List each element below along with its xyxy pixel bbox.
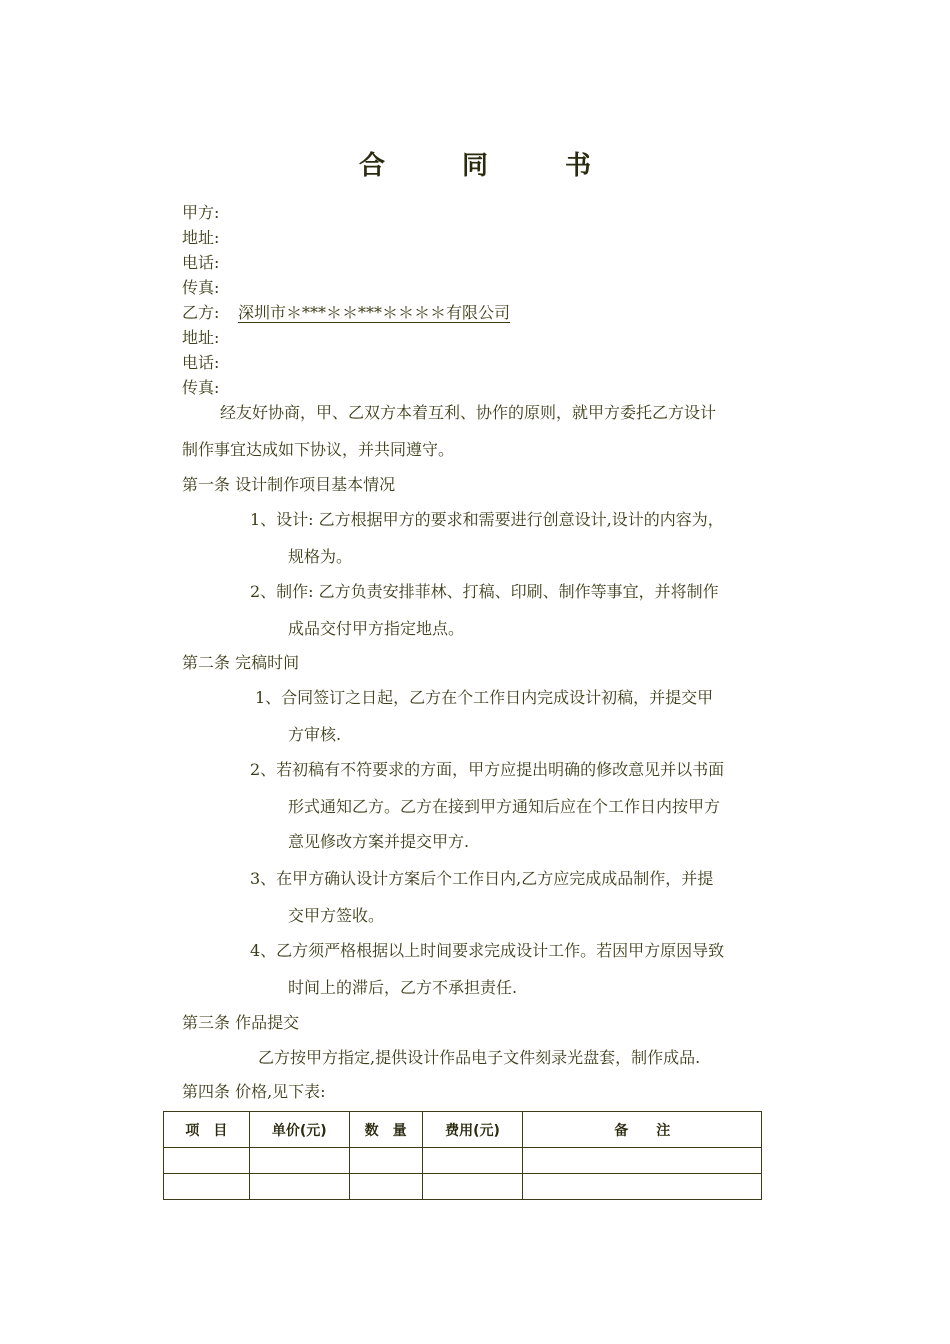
- table-cell[interactable]: [523, 1148, 762, 1174]
- article-2-item-2-line-3: 意见修改方案并提交甲方.: [288, 832, 470, 851]
- header-unit-price: 单价(元): [249, 1112, 349, 1148]
- intro-line-1: 经友好协商，甲、乙双方本着互利、协作的原则，就甲方委托乙方设计: [220, 403, 717, 422]
- table-cell[interactable]: [349, 1174, 422, 1200]
- article-1-item-2-line-1: 2、制作: 乙方负责安排菲林、打稿、印刷、制作等事宜，并将制作: [250, 582, 719, 601]
- party-a-phone: 电话:: [182, 253, 220, 272]
- header-remarks: 备 注: [523, 1112, 762, 1148]
- table-cell[interactable]: [422, 1174, 523, 1200]
- article-3-heading: 第三条 作品提交: [182, 1013, 300, 1032]
- table-cell[interactable]: [422, 1148, 523, 1174]
- article-2-item-2-line-2: 形式通知乙方。乙方在接到甲方通知后应在个工作日内按甲方: [288, 797, 721, 816]
- article-2-item-1-line-2: 方审核.: [288, 725, 342, 744]
- article-2-item-4-line-2: 时间上的滞后，乙方不承担责任.: [288, 978, 518, 997]
- table-cell[interactable]: [164, 1174, 250, 1200]
- table-cell[interactable]: [249, 1174, 349, 1200]
- article-1-item-1-line-1: 1、设计: 乙方根据甲方的要求和需要进行创意设计,设计的内容为，: [250, 510, 724, 529]
- table-row: [164, 1174, 762, 1200]
- table-row: [164, 1148, 762, 1174]
- price-table: [163, 1111, 762, 1200]
- article-1-heading: 第一条 设计制作项目基本情况: [182, 475, 396, 494]
- intro-line-2: 制作事宜达成如下协议，并共同遵守。: [182, 440, 455, 459]
- table-cell[interactable]: [249, 1148, 349, 1174]
- article-2-heading: 第二条 完稿时间: [182, 653, 300, 672]
- article-3-body: 乙方按甲方指定,提供设计作品电子文件刻录光盘套，制作成品.: [258, 1048, 701, 1067]
- party-a-label: 甲方:: [182, 203, 220, 222]
- party-b-name: 深圳市＊***＊＊***＊＊＊＊有限公司: [238, 303, 511, 322]
- party-b-fax: 传真:: [182, 378, 220, 397]
- table-cell[interactable]: [349, 1148, 422, 1174]
- article-1-item-1-line-2: 规格为。: [288, 547, 353, 566]
- party-b-phone: 电话:: [182, 353, 220, 372]
- header-quantity: 数 量: [349, 1112, 422, 1148]
- article-2-item-3-line-2: 交甲方签收。: [288, 906, 385, 925]
- article-4-heading: 第四条 价格,见下表:: [182, 1082, 326, 1101]
- article-1-item-2-line-2: 成品交付甲方指定地点。: [288, 619, 465, 638]
- table-cell[interactable]: [164, 1148, 250, 1174]
- article-2-item-3-line-1: 3、在甲方确认设计方案后个工作日内,乙方应完成成品制作，并提: [250, 869, 714, 888]
- document-title: 合 同 书: [358, 151, 626, 181]
- party-b-label: 乙方:: [182, 303, 220, 322]
- party-b-address: 地址:: [182, 328, 220, 347]
- price-table-header-row: [164, 1112, 762, 1148]
- party-a-address: 地址:: [182, 228, 220, 247]
- header-item: 项 目: [164, 1112, 250, 1148]
- article-2-item-1-line-1: 1、合同签订之日起，乙方在个工作日内完成设计初稿，并提交甲: [255, 688, 714, 707]
- article-2-item-4-line-1: 4、乙方须严格根据以上时间要求完成设计工作。若因甲方原因导致: [250, 941, 725, 960]
- article-2-item-2-line-1: 2、若初稿有不符要求的方面，甲方应提出明确的修改意见并以书面: [250, 760, 725, 779]
- header-cost: 费用(元): [422, 1112, 523, 1148]
- table-cell[interactable]: [523, 1174, 762, 1200]
- party-a-fax: 传真:: [182, 278, 220, 297]
